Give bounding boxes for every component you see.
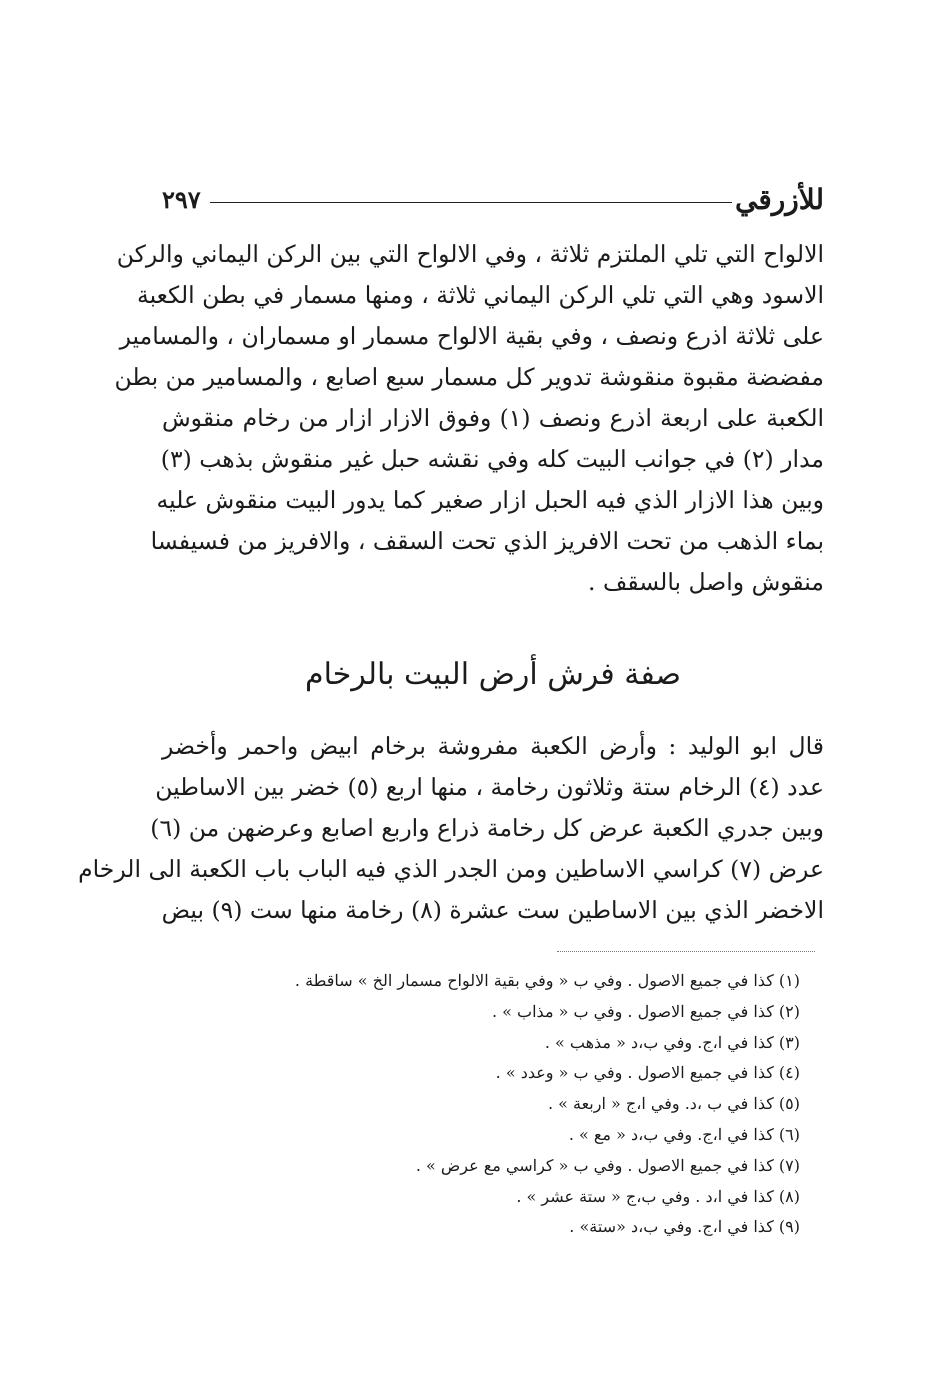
text-line: عدد (٤) الرخام ستة وثلاثون رخامة ، منها اربع (٥) خضر بين الاساطين xyxy=(155,773,824,801)
text-line: قال ابو الوليد : وأرض الكعبة مفروشة برخام ابيض واحمر وأخضر xyxy=(162,732,824,760)
footnotes xyxy=(294,966,800,1243)
footnote: (٨) كذا في ا،د . وفي ب،ج « ستة عشر » . xyxy=(516,1186,800,1206)
footnote: (٧) كذا في جميع الاصول . وفي ب « كراسي مع عرض » . xyxy=(415,1155,800,1175)
page-number: ٢٩٧ xyxy=(162,185,201,214)
paragraph-1 xyxy=(114,234,825,603)
footnote: (٥) كذا في ب ،د. وفي ا،ج « اربعة » . xyxy=(547,1094,800,1114)
running-header xyxy=(162,180,824,220)
text-line: وبين هذا الازار الذي فيه الحبل ازار صغير كما يدور البيت منقوش عليه xyxy=(156,486,824,514)
footnote: (١) كذا في جميع الاصول . وفي ب « وفي بقية الالواح مسمار الخ » ساقطة . xyxy=(294,971,800,990)
running-title: للأزرقي xyxy=(734,183,824,216)
text-line: مفضضة مقبوة منقوشة تدوير كل مسمار سبع اصابع ، والمسامير من بطن xyxy=(114,363,824,391)
footnote: (٤) كذا في جميع الاصول . وفي ب « وعدد » . xyxy=(495,1063,800,1083)
section-heading: صفة فرش أرض البيت بالرخام xyxy=(305,657,681,692)
paragraph-2 xyxy=(78,726,824,931)
header-rule xyxy=(210,202,732,203)
footnote: (٩) كذا في ا،ج. وفي ب،د «ستة» . xyxy=(569,1217,800,1237)
text-line: الالواح التي تلي الملتزم ثلاثة ، وفي الالواح التي بين الركن اليماني والركن xyxy=(116,240,824,268)
footnote: (٣) كذا في ا،ج. وفي ب،د « مذهب » . xyxy=(544,1032,800,1052)
text-line: عرض (٧) كراسي الاساطين ومن الجدر الذي فيه الباب باب الكعبة الى الرخام xyxy=(78,855,824,883)
text-line: الاخضر الذي بين الاساطين ست عشرة (٨) رخامة منها ست (٩) بيض xyxy=(161,896,824,924)
text-line: وبين جدري الكعبة عرض كل رخامة ذراع واربع اصابع وعرضهن من (٦) xyxy=(150,814,824,842)
text-line: الاسود وهي التي تلي الركن اليماني ثلاثة ، ومنها مسمار في بطن الكعبة xyxy=(136,281,824,309)
text-line: على ثلاثة اذرع ونصف ، وفي بقية الالواح مسمار او مسماران ، والمسامير xyxy=(119,322,824,350)
footnote: (٢) كذا في جميع الاصول . وفي ب « مذاب » . xyxy=(491,1001,800,1021)
text-line: بماء الذهب من تحت الافريز الذي تحت السقف ، والافريز من فسيفسا xyxy=(150,527,824,555)
text-line: الكعبة على اربعة اذرع ونصف (١) وفوق الازار ازار من رخام منقوش xyxy=(162,404,825,432)
footnote: (٦) كذا في ا،ج. وفي ب،د « مع » . xyxy=(568,1124,800,1144)
text-line: منقوش واصل بالسقف . xyxy=(588,568,824,596)
text-line: مدار (٢) في جوانب البيت كله وفي نقشه حبل غير منقوش بذهب (٣) xyxy=(160,445,824,473)
footnote-separator xyxy=(557,951,815,952)
